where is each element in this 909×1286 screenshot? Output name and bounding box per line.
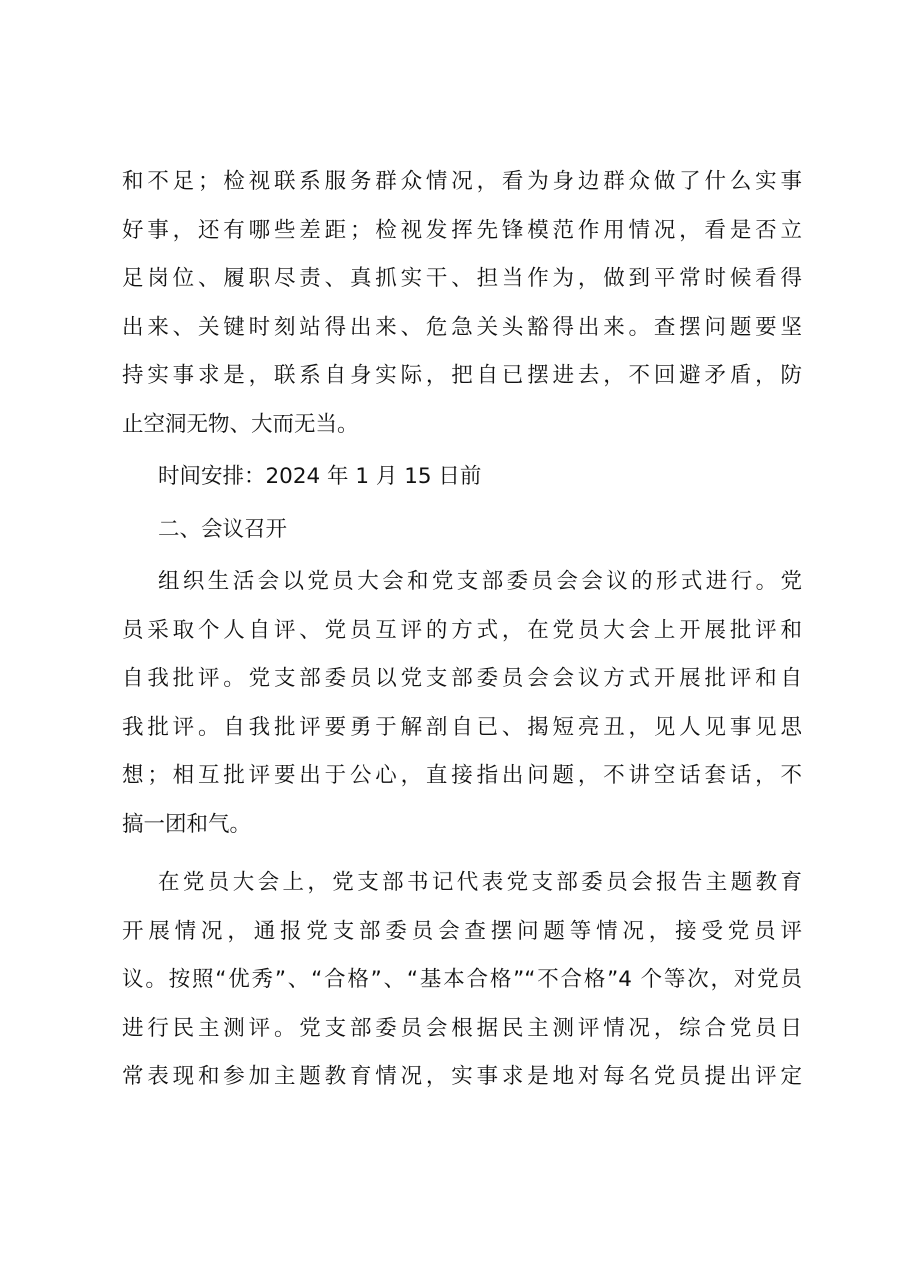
paragraph-meeting-format: [122, 558, 802, 849]
paragraph-party-meeting: [122, 859, 802, 1102]
text-line: 止空洞无物、大而无当。: [122, 411, 359, 437]
text-line: 员采取个人自评、党员互评的方式，在党员大会上开展批评和: [122, 617, 802, 643]
paragraph-self-inspection: [122, 158, 802, 449]
text-line: 议。按照“优秀”、“合格”、“基本合格”“不合格”4 个等次，对党员: [122, 967, 802, 992]
text-line: 好事，还有哪些差距；检视发挥先锋模范作用情况，看是否立: [122, 217, 802, 243]
text-line: 想；相互批评要出于公心，直接指出问题，不讲空话套话，不: [122, 763, 802, 788]
text-line: 进行民主测评。党支部委员会根据民主测评情况，综合党员日: [122, 1015, 802, 1041]
schedule-paragraph: [122, 453, 802, 502]
text-line: 我批评。自我批评要勇于解剖自已、揭短亮丑，见人见事见思: [122, 714, 802, 740]
section-heading-text: 二、会议召开: [158, 516, 288, 542]
text-line: 自我批评。党支部委员以党支部委员会会议方式开展批评和自: [122, 666, 802, 691]
text-line: 持实事求是，联系自身实际，把自已摆进去，不回避矛盾，防: [122, 363, 802, 388]
text-line: 搞一团和气。: [122, 811, 252, 837]
text-line: 常表现和参加主题教育情况，实事求是地对每名党员提出评定: [122, 1064, 802, 1089]
text-line: 足岗位、履职尽责、真抓实干、担当作为，做到平常时候看得: [122, 266, 802, 291]
schedule-line: 时间安排：2024 年 1 月 15 日前: [158, 464, 482, 489]
text-line: 在党员大会上，党支部书记代表党支部委员会报告主题教育: [158, 870, 802, 895]
text-line: 和不足；检视联系服务群众情况，看为身边群众做了什么实事: [122, 169, 802, 194]
text-line: 组织生活会以党员大会和党支部委员会会议的形式进行。党: [158, 569, 802, 594]
text-line: 开展情况，通报党支部委员会查摆问题等情况，接受党员评: [122, 918, 802, 944]
section-heading: [122, 506, 802, 555]
text-line: 出来、关键时刻站得出来、危急关头豁得出来。查摆问题要坚: [122, 314, 802, 340]
document-body: [122, 158, 802, 1102]
